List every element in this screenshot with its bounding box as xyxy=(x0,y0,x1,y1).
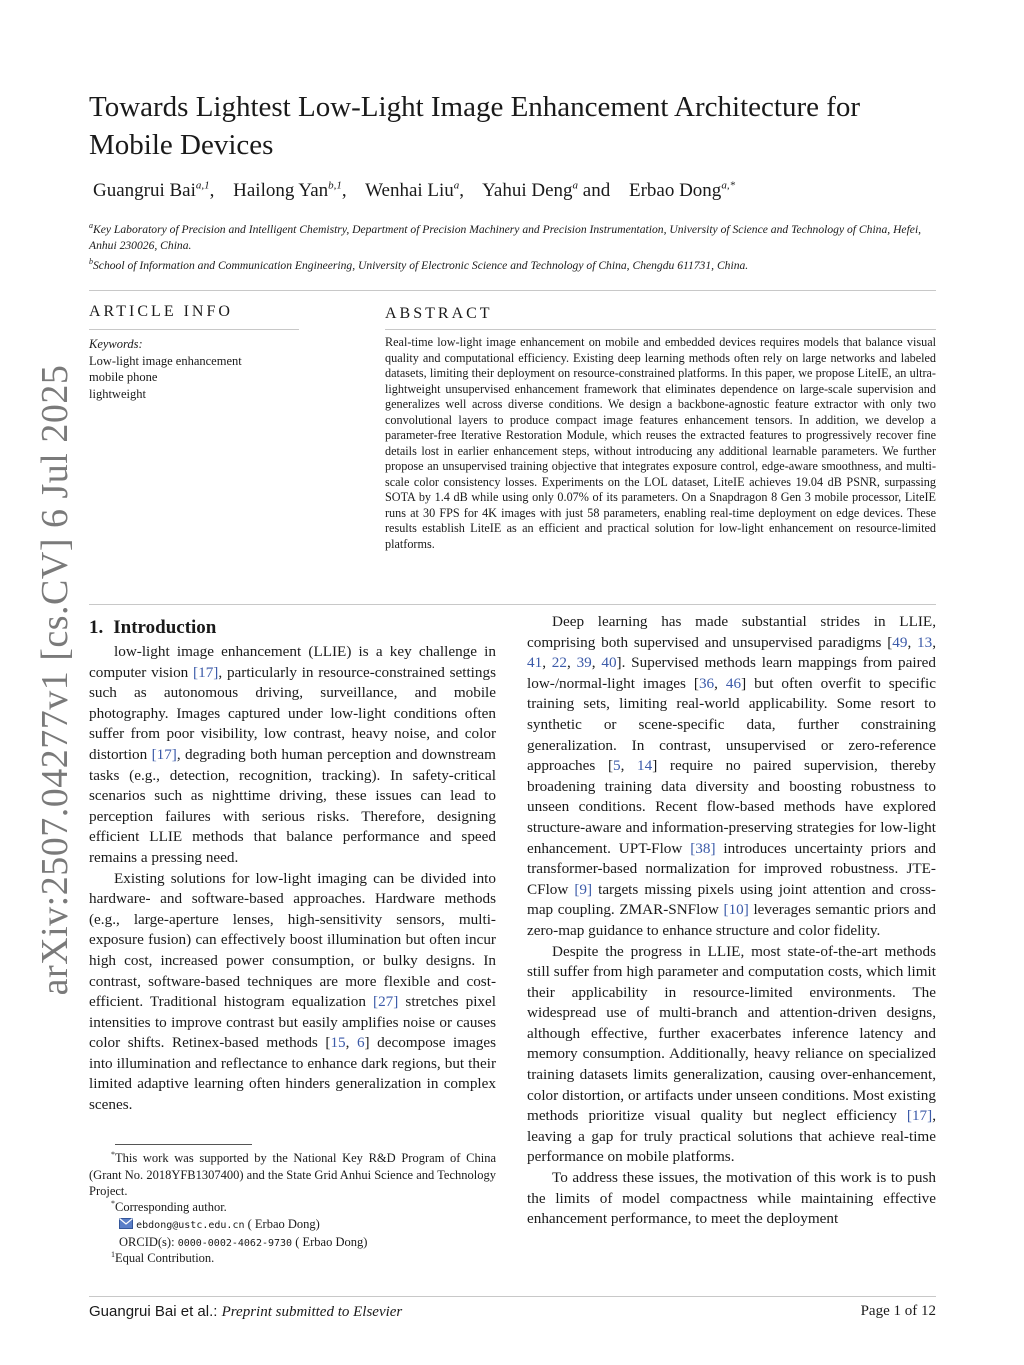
citation-link[interactable]: [17] xyxy=(151,745,177,763)
abstract-heading: ABSTRACT xyxy=(385,305,493,322)
body-text: ] but often overfit to specific training sets, limiting real-world applicability. Some resort to synthetic or scene-specific data, further constraining generalization. In contrast, unsupervised or zero-reference approaches [ xyxy=(527,674,936,775)
abstract-text: Real-time low-light image enhancement on mobile and embedded devices requires models that balance visual quality and computational efficiency. Existing deep learning methods often rely on large networks and labeled datasets, limiting their deployment on resource-constrained platforms. In this paper, we propose LiteIE, an ultra-lightweight unsupervised enhancement framework that eliminates dependence on large-scale supervision and generalizes well across diverse conditions. We design a backbone-agnostic feature extractor with only two convolutional layers to produce compact image features enhancement tensors. In addition, we develop a parameter-free Iterative Restoration Module, which reuses the extracted features to progressively recover fine details lost in earlier enhancement steps, without introducing any additional learnable parameters. We further propose an unsupervised training objective that integrates exposure control, edge-aware smoothness, and multi-scale color consistency losses. Experiments on the LOL dataset, LiteIE achieves 19.04 dB PSNR, surpassing SOTA by 1.4 dB while using only 0.07% of its parameters. On a Snapdragon 8 Gen 3 mobile processor, LiteIE runs at 30 FPS for 4K images with just 58 parameters, enabling real-time deployment on edge devices. These results establish LiteIE as an efficient and practical solution for low-light enhancement on resource-limited platforms. xyxy=(385,335,936,551)
envelope-icon xyxy=(119,1218,133,1229)
body-paragraph xyxy=(89,869,496,1116)
body-paragraph xyxy=(527,1168,936,1230)
right-column xyxy=(527,612,936,1230)
arxiv-stamp: arXiv:2507.04277v1 [cs.CV] 6 Jul 2025 xyxy=(34,364,76,996)
article-info-heading: ARTICLE INFO xyxy=(89,303,233,320)
citation-link[interactable]: 36 xyxy=(698,674,715,692)
citation-link[interactable]: 49 xyxy=(892,633,908,651)
author-list xyxy=(93,178,749,204)
body-paragraph xyxy=(527,942,936,1169)
body-text: ] decompose images into illumination and reflectance to enhance dark regions, but their limited adaptive learning often hinders generalization in complex scenes. xyxy=(89,1034,497,1114)
corresponding-footnote: *Corresponding author. xyxy=(111,1198,227,1214)
citation-link[interactable]: 15 xyxy=(330,1034,346,1052)
keyword: mobile phone xyxy=(89,370,158,384)
citation-link[interactable]: 40 xyxy=(601,654,617,672)
keyword: Low-light image enhancement xyxy=(89,353,242,368)
keyword: lightweight xyxy=(89,386,146,401)
body-text: ]. Supervised methods learn mappings from paired low-/normal-light images [ xyxy=(527,654,936,692)
body-text: , particularly in resource-constrained settings such as autonomous driving, surveillance, and mobile photography. Images captured under low-light conditions often suffer from poor visibility, low contrast, heavy noise, and color distortion xyxy=(89,663,496,763)
body-text: leverages semantic priors and zero-map guidance to enhance structure and color fidelity. xyxy=(527,901,936,939)
keywords-block xyxy=(89,336,309,402)
email-line: ebdong@ustc.edu.cn ( Erbao Dong) xyxy=(119,1216,499,1235)
abstract-divider xyxy=(385,329,936,330)
footer-citation: Guangrui Bai et al.: Preprint submitted to Elsevier xyxy=(89,1303,403,1320)
body-text: , xyxy=(932,633,936,651)
citation-link[interactable]: 14 xyxy=(637,757,653,775)
citation-link[interactable]: 46 xyxy=(725,674,742,692)
article-info-divider xyxy=(89,329,299,330)
body-text: low-light image enhancement (LLIE) is a key challenge in computer vision xyxy=(89,643,496,681)
citation-link[interactable]: [17] xyxy=(193,663,219,681)
keywords-label: Keywords: xyxy=(89,337,143,351)
email-address[interactable]: ebdong@ustc.edu.cn xyxy=(136,1220,245,1231)
citation-link[interactable]: 41 xyxy=(527,654,543,672)
body-text: introduces uncertainty priors and transformer-based normalization for improved robustness. JTE-CFlow xyxy=(527,839,936,898)
citation-link[interactable]: 22 xyxy=(551,654,567,672)
body-text: , xyxy=(620,757,638,775)
citation-link[interactable]: [27] xyxy=(373,993,399,1011)
author: Wenhai Liu$^a$, xyxy=(365,179,465,201)
citation-link[interactable]: 39 xyxy=(576,654,592,672)
body-text: , xyxy=(907,633,918,651)
footer-divider xyxy=(89,1296,936,1297)
body-paragraph xyxy=(527,612,936,942)
author: Yahui Deng$^a$ and xyxy=(482,179,611,201)
body-paragraph xyxy=(89,642,496,869)
page-number: Page 1 of 12 xyxy=(860,1303,936,1319)
citation-link[interactable]: 6 xyxy=(356,1034,365,1052)
paper-title: Towards Lightest Low-Light Image Enhancement Architecture for Mobile Devices xyxy=(89,91,861,161)
author: Guangrui Bai$^{a,1}$, xyxy=(93,179,215,201)
orcid-line: ORCID(s): 0000-0002-4062-9730 ( Erbao Dong) xyxy=(119,1235,368,1249)
affiliation-a: $^a$Key Laboratory of Precision and Intelligent Chemistry, Department of Precision Machinery and Precision Instrumentation, University of Science and Technology of China, Hefei, Anhui 230026, China. xyxy=(89,221,922,252)
header-divider xyxy=(89,290,936,291)
body-text: , degrading both human perception and downstream tasks (e.g., detection, recognition, tracking). In safety-critical scenarios such as nighttime driving, these issues can lead to perception failures with serious risks. Therefore, designing efficient LLIE methods that balance performance and speed remains a pressing need. xyxy=(89,745,496,866)
body-text: stretches pixel intensities to improve contrast but easily amplifies noise or causes color shifts. Retinex-based methods [ xyxy=(89,993,496,1052)
body-text: , xyxy=(542,654,552,672)
body-text: , leaving a gap for truly practical solutions that achieve real-time performance on mobile platforms. xyxy=(527,1107,936,1166)
citation-link[interactable]: 13 xyxy=(917,633,933,651)
citation-link[interactable]: [38] xyxy=(690,839,716,857)
body-text: , xyxy=(714,674,726,692)
body-text: Deep learning has made substantial strides in LLIE, comprising both supervised and unsupervised paradigms [ xyxy=(527,613,936,651)
body-text: , xyxy=(345,1034,357,1052)
body-text: To address these issues, the motivation of this work is to push the limits of model compactness while maintaining effective enhancement performance, to meet the deployment xyxy=(527,1169,936,1228)
citation-link[interactable]: [17] xyxy=(906,1107,933,1125)
body-text: targets missing pixels using joint attention and cross-map coupling. ZMAR-SNFlow xyxy=(527,880,936,919)
body-text: , xyxy=(566,654,577,672)
author: Erbao Dong$^{a,*}$ xyxy=(628,179,736,201)
abstract-bottom-divider xyxy=(89,604,936,605)
citation-link[interactable]: [9] xyxy=(574,880,593,898)
footnote-divider xyxy=(115,1144,252,1145)
left-column xyxy=(89,642,496,1116)
affiliation-b: $^b$School of Information and Communication Engineering, University of Electronic Science and Technology of China, Chengdu 611731, China. xyxy=(89,257,749,272)
section-heading: 1. Introduction xyxy=(89,617,217,638)
body-text: Despite the progress in LLIE, most state-of-the-art methods still suffer from high parameter and computation costs, which limit their applicability in resource-limited environments. The widespread use of multi-branch and attention-driven designs, although effective, further exacerbates inference latency and memory consumption. Additionally, heavy reliance on specialized training datasets limits generalization, causing over-enhancement, color distortion, or artifacts under unseen conditions. Most existing methods prioritize visual quality but neglect efficiency xyxy=(527,942,936,1125)
orcid-id[interactable]: 0000-0002-4062-9730 xyxy=(177,1238,293,1249)
body-text: , xyxy=(591,654,602,672)
funding-footnote: *This work was supported by the National Key R&D Program of China (Grant No. 2018YFB1307400) and the State Grid Anhui Science and Technology Project. xyxy=(89,1149,496,1198)
equal-contribution-footnote: $^1$Equal Contribution. xyxy=(111,1249,215,1265)
body-text: Existing solutions for low-light imaging can be divided into hardware- and software-based approaches. Hardware methods (e.g., large-aperture lenses, high-sensitivity sensors, multi-exposure fusion) can effectively boost illumination but often incur high cost, increased power consumption, or bulky designs. In contrast, software-based techniques are more flexible and cost-efficient. Traditional histogram equalization xyxy=(89,869,496,1011)
author: Hailong Yan$^{b,1}$, xyxy=(233,179,347,201)
citation-link[interactable]: [10] xyxy=(723,901,749,919)
body-text: ] require no paired supervision, thereby broadening training data diversity and boosting robustness to unseen conditions. Recent flow-based methods have explored structure-aware and information-preserving strategies for low-light enhancement. UPT-Flow xyxy=(527,757,936,857)
citation-link[interactable]: 5 xyxy=(613,757,621,775)
